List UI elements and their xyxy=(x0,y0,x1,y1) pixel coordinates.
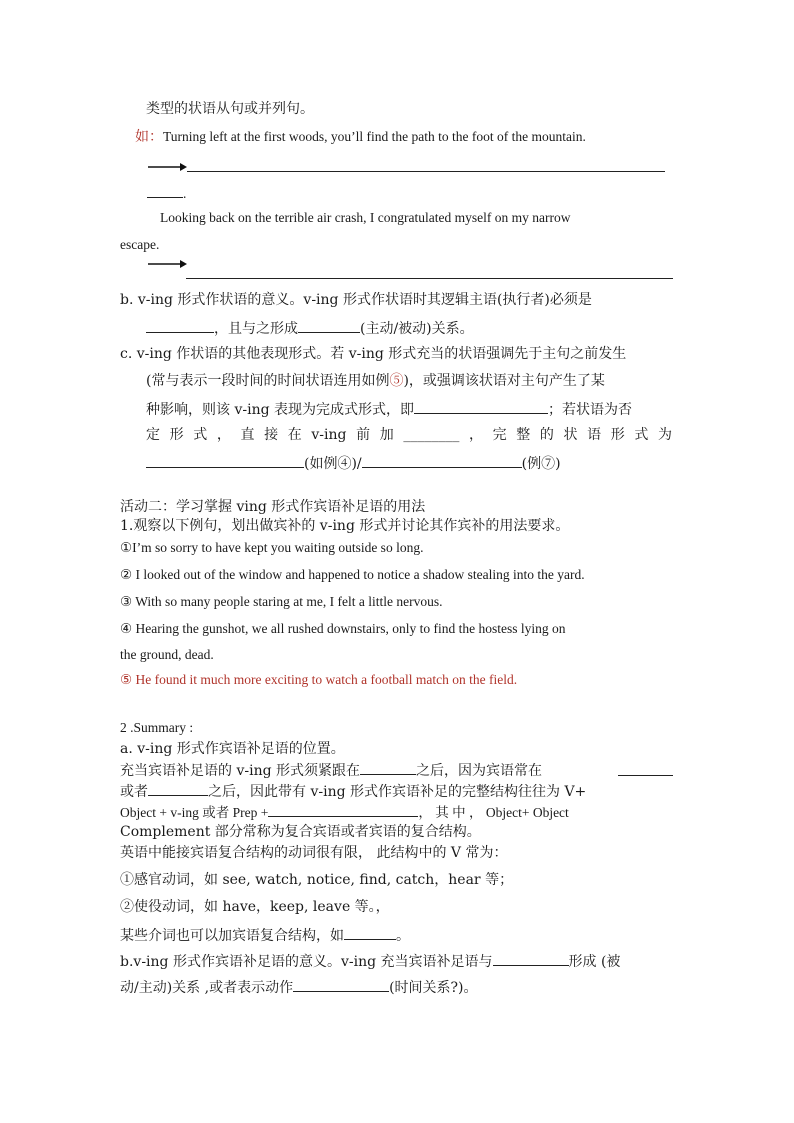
forms-char: 定 xyxy=(146,427,160,443)
answer-line xyxy=(147,197,183,198)
fill-blank xyxy=(298,317,360,333)
forms-char: 形 xyxy=(169,427,184,443)
example-1-text: Turning left at the first woods, you’ll find the path to the foot of the mountain. xyxy=(163,129,586,144)
forms-char: 形 xyxy=(610,427,625,443)
summary-text: 。 xyxy=(396,928,410,944)
forms-text: ；若状语为否 xyxy=(548,402,632,418)
forms-line-1: c. v-ing 作状语的其他表现形式。若 v-ing 形式充当的状语强调先于主句之前发生 xyxy=(120,346,627,362)
forms-char: 完 xyxy=(492,427,507,443)
fill-blank xyxy=(146,317,214,333)
fill-blank xyxy=(268,801,418,817)
summary-text: 充当宾语补足语的 v-ing 形式须紧跟在 xyxy=(120,763,360,779)
example-sentence: the ground, dead. xyxy=(120,647,214,662)
forms-line-5 xyxy=(146,452,561,474)
summary-line xyxy=(120,759,542,781)
forms-char: 在 xyxy=(287,427,302,443)
summary-line xyxy=(120,801,569,823)
forms-char: 前 xyxy=(356,427,371,443)
fill-blank xyxy=(493,950,569,966)
summary-line: ②使役动词，如 have，keep, leave 等。， xyxy=(120,899,390,915)
forms-char: 式 xyxy=(634,427,649,443)
fill-blank xyxy=(362,452,522,468)
summary-line xyxy=(120,780,586,802)
summary-text: 动/主动)关系 ,或者表示动作 xyxy=(120,980,294,996)
activity-2-title: 活动二：学习掌握 ving 形式作宾语补足语的用法 xyxy=(120,499,426,515)
summary-text: 之后，因为宾语常在 xyxy=(416,763,542,779)
fill-blank xyxy=(414,398,548,414)
forms-char: v-ing xyxy=(311,427,347,443)
forms-char: 为 xyxy=(657,427,672,443)
arrow-right-icon xyxy=(148,161,188,173)
forms-char: ， xyxy=(468,427,483,443)
example-sentence: ①I’m so sorry to have kept you waiting outside so long. xyxy=(120,540,424,555)
example-sentence: ② I looked out of the window and happened to notice a shadow stealing into the yard. xyxy=(120,567,585,582)
intro-line: 类型的状语从句或并列句。 xyxy=(146,101,314,117)
answer-line xyxy=(186,278,673,279)
forms-char: 语 xyxy=(587,427,602,443)
forms-text: )，或强调该状语对主句产生了某 xyxy=(403,373,605,389)
forms-text: (例⑦) xyxy=(521,456,561,472)
example-ref: ⑤ xyxy=(389,373,404,389)
summary-a-title: a. v-ing 形式作宾语补足语的位置。 xyxy=(120,741,345,757)
activity-2-instruction: 1.观察以下例句，划出做宾补的 v-ing 形式并讨论其作宾补的用法要求。 xyxy=(120,518,570,534)
forms-char: ________ xyxy=(403,427,460,443)
answer-line xyxy=(187,171,665,172)
summary-text: ， 其 中 ， Object+ Object xyxy=(418,805,569,820)
summary-line xyxy=(120,924,410,946)
summary-title: 2 .Summary : xyxy=(120,720,194,735)
meaning-line-1: b. v-ing 形式作状语的意义。v-ing 形式作状语时其逻辑主语(执行者)必须是 xyxy=(120,292,592,308)
summary-text: Object + v-ing 或者 Prep + xyxy=(120,805,269,820)
fill-blank xyxy=(360,759,416,775)
forms-char: 的 xyxy=(539,427,554,443)
summary-text: (时间关系?)。 xyxy=(389,980,478,996)
example-sentence-highlight: ⑤ He found it much more exciting to watch a football match on the field. xyxy=(120,672,518,687)
summary-line: 英语中能接宾语复合结构的动词很有限， 此结构中的 V 常为： xyxy=(120,845,508,861)
summary-text: b.v-ing 形式作宾语补足语的意义。v-ing 充当宾语补足语与 xyxy=(120,954,493,970)
summary-b-line-1 xyxy=(120,950,620,972)
fill-blank xyxy=(148,780,208,796)
forms-char: ， xyxy=(216,427,231,443)
summary-text: 之后，因此带有 v-ing 形式作宾语补足的完整结构往往为 V+ xyxy=(208,784,587,800)
forms-line-2 xyxy=(146,371,605,391)
period-mark: . xyxy=(183,186,187,201)
forms-line-3 xyxy=(146,398,632,420)
fill-blank xyxy=(146,452,304,468)
forms-text: (常与表示一段时间的时间状语连用如例 xyxy=(146,373,390,389)
forms-text: (如例④)/ xyxy=(304,456,362,472)
summary-text: 某些介词也可以加宾语复合结构，如 xyxy=(120,928,344,944)
meaning-text: ，且与之形成 xyxy=(214,321,298,337)
meaning-text: (主动/被动)关系。 xyxy=(360,321,474,337)
example-1 xyxy=(135,127,586,147)
forms-line-4 xyxy=(146,425,672,445)
forms-text: 种影响，则该 v-ing 表现为完成式形式，即 xyxy=(146,402,414,418)
summary-text: 形成 (被 xyxy=(568,954,621,970)
meaning-line-2 xyxy=(146,317,474,339)
forms-char: 直 xyxy=(240,427,255,443)
fill-blank xyxy=(344,924,396,940)
forms-char: 接 xyxy=(264,427,279,443)
summary-b-line-2 xyxy=(120,976,478,998)
fill-blank xyxy=(293,976,389,992)
example-2-line-1: Looking back on the terrible air crash, I congratulated myself on my narrow xyxy=(160,210,571,225)
forms-char: 状 xyxy=(563,427,578,443)
example-prefix: 如： xyxy=(135,129,163,145)
forms-char: 整 xyxy=(516,427,531,443)
forms-char: 式 xyxy=(193,427,208,443)
summary-text: 或者 xyxy=(120,784,148,800)
arrow-right-icon xyxy=(148,258,188,270)
example-2-line-2: escape. xyxy=(120,237,160,252)
summary-line: Complement 部分常称为复合宾语或者宾语的复合结构。 xyxy=(120,824,481,840)
example-sentence: ④ Hearing the gunshot, we all rushed downstairs, only to find the hostess lying on xyxy=(120,621,566,636)
forms-char: 加 xyxy=(379,427,394,443)
fill-blank xyxy=(618,775,673,776)
example-sentence: ③ With so many people staring at me, I felt a little nervous. xyxy=(120,594,443,609)
summary-line: ①感官动词，如 see, watch, notice, find, catch，hear 等； xyxy=(120,872,514,888)
